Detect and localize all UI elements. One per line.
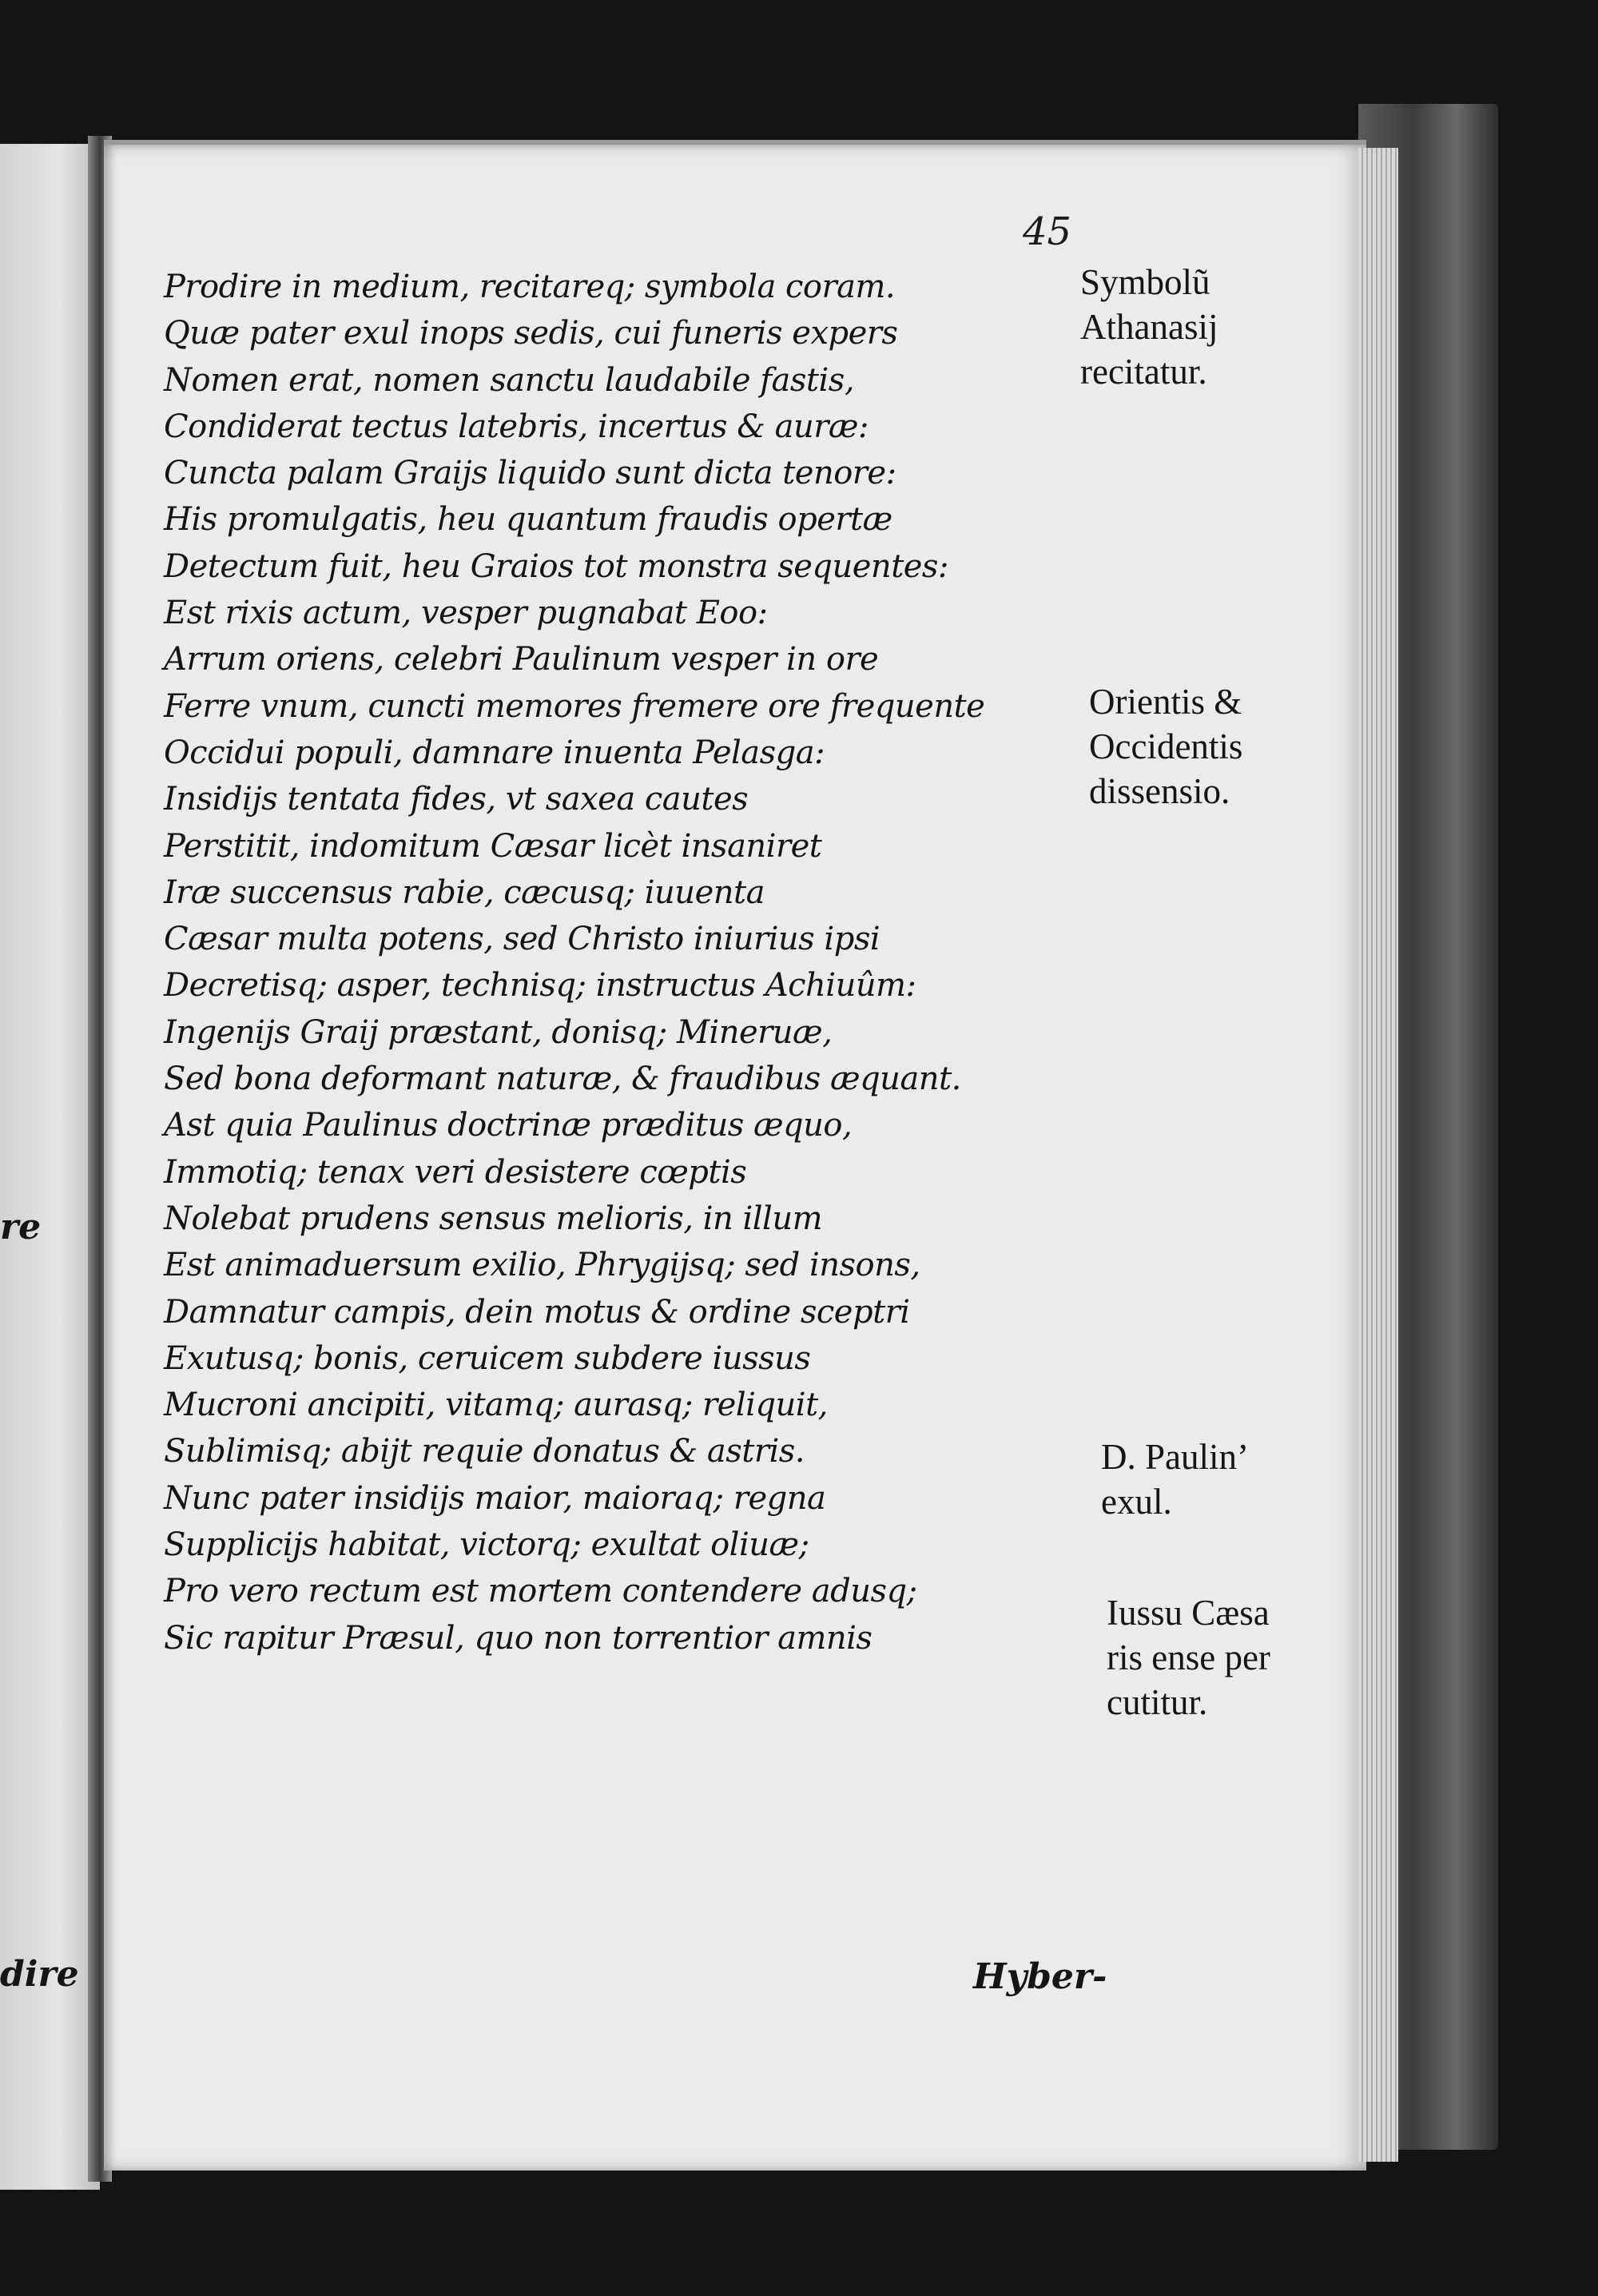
verse-line: Est animaduersum exilio, Phrygijsq; sed insons, — [164, 1247, 920, 1284]
margin-note — [1080, 260, 1218, 394]
verse-line: Mucroni ancipiti, vitamq; aurasq; reliquit, — [164, 1387, 828, 1424]
page-number: 45 — [1023, 209, 1072, 254]
margin-note-line: exul. — [1101, 1482, 1172, 1522]
margin-note — [1107, 1590, 1270, 1725]
verse-text — [164, 264, 1075, 1661]
page-edges — [1358, 148, 1398, 2162]
margin-note-line: D. Paulin’ — [1101, 1437, 1249, 1477]
verse-line: Exutusq; bonis, ceruicem subdere iussus — [164, 1339, 811, 1377]
margin-note-line: recitatur. — [1080, 352, 1207, 392]
verse-line: Damnatur campis, dein motus & ordine sceptri — [164, 1293, 910, 1331]
verse-line: Sublimisq; abijt requie donatus & astris. — [164, 1433, 805, 1470]
margin-note-line: cutitur. — [1107, 1682, 1208, 1722]
verse-line: Supplicijs habitat, victorq; exultat oliuæ; — [164, 1526, 809, 1564]
verse-line: Arrum oriens, celebri Paulinum vesper in ore — [164, 641, 879, 678]
verse-line: Ast quia Paulinus doctrinæ præditus æquo, — [164, 1107, 853, 1144]
verse-line: Nomen erat, nomen sanctu laudabile fastis, — [164, 361, 855, 399]
left-page-fragment: re — [0, 1207, 42, 1247]
verse-line: Detectum fuit, heu Graios tot monstra sequentes: — [164, 547, 948, 585]
verse-line: Nunc pater insidijs maior, maioraq; regna — [164, 1479, 826, 1517]
verse-line: Ingenijs Graij præstant, donisq; Mineruæ, — [164, 1013, 833, 1051]
margin-note-line: dissensio. — [1089, 771, 1230, 811]
catchword: Hyber- — [973, 1956, 1107, 1997]
margin-note-line: ris ense per — [1107, 1637, 1270, 1677]
margin-note — [1101, 1435, 1249, 1524]
verse-line: His promulgatis, heu quantum fraudis opertæ — [164, 501, 892, 539]
verse-line: Decretisq; asper, technisq; instructus Achiuûm: — [164, 967, 916, 1005]
margin-note-line: Iussu Cæsa — [1107, 1593, 1270, 1633]
verse-line: Ferre vnum, cuncti memores fremere ore frequente — [164, 687, 985, 725]
left-page-fragment: dire — [0, 1954, 79, 1995]
margin-note-line: Orientis & — [1089, 682, 1242, 722]
verse-line: Iræ succensus rabie, cæcusq; iuuenta — [164, 873, 765, 911]
verse-line: Immotiq; tenax veri desistere cœptis — [164, 1153, 747, 1191]
verse-line: Est rixis actum, vesper pugnabat Eoo: — [164, 595, 768, 632]
verse-line: Cuncta palam Graijs liquido sunt dicta tenore: — [164, 455, 896, 492]
margin-note-line: Athanasij — [1080, 307, 1218, 347]
left-page — [0, 144, 100, 2190]
verse-line: Condiderat tectus latebris, incertus & auræ: — [164, 408, 869, 445]
verse-line: Cæsar multa potens, sed Christo iniurius ipsi — [164, 921, 880, 958]
verse-line: Pro vero rectum est mortem contendere adusq; — [164, 1573, 917, 1610]
verse-line: Perstitit, indomitum Cæsar licèt insaniret — [164, 827, 822, 865]
margin-note-line: Symbolũ — [1080, 262, 1210, 302]
verse-line: Prodire in medium, recitareq; symbola coram. — [164, 269, 896, 305]
verse-line: Occidui populi, damnare inuenta Pelasga: — [164, 734, 825, 771]
verse-line: Quæ pater exul inops sedis, cui funeris expers — [164, 315, 898, 352]
margin-note — [1089, 679, 1242, 814]
verse-line: Sic rapitur Præsul, quo non torrentior amnis — [164, 1619, 873, 1657]
verse-line: Nolebat prudens sensus melioris, in illum — [164, 1200, 823, 1237]
verse-line: Insidijs tentata fides, vt saxea cautes — [164, 781, 749, 818]
margin-note-line: Occidentis — [1089, 726, 1243, 766]
verse-line: Sed bona deformant naturæ, & fraudibus æquant. — [164, 1060, 961, 1098]
